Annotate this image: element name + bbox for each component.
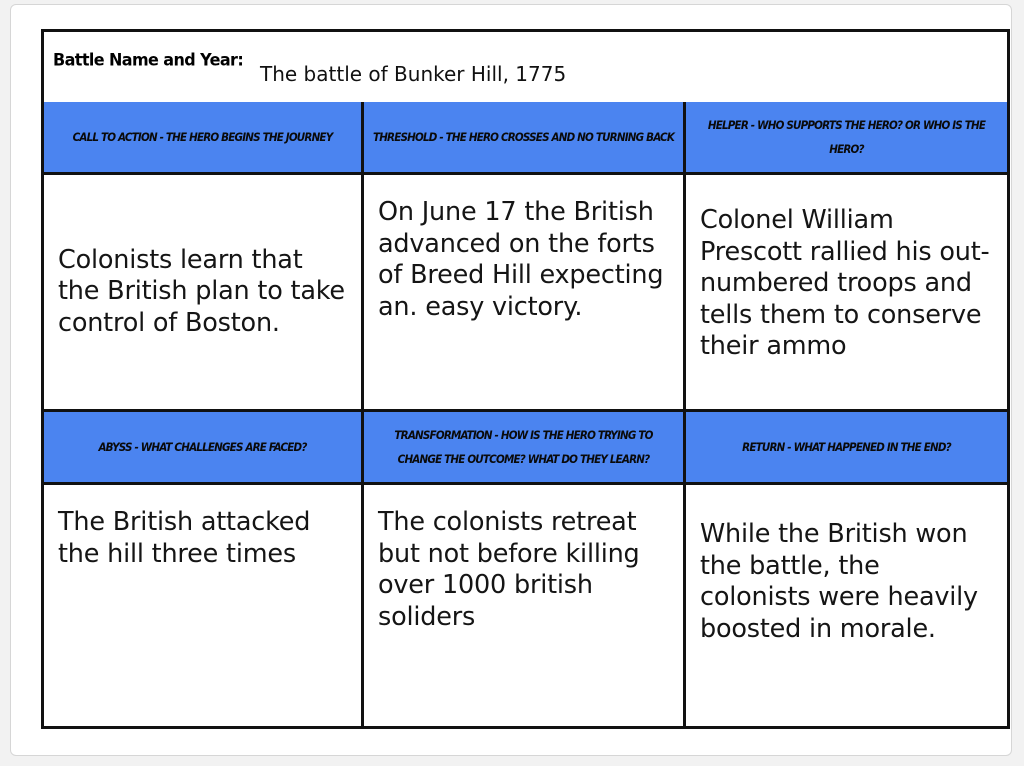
header-label: RETURN - WHAT HAPPENED IN THE END? xyxy=(742,440,951,454)
cell-call-to-action xyxy=(44,175,364,412)
header-label: TRANSFORMATION - HOW IS THE HERO TRYING TO CHANGE THE OUTCOME? WHAT DO THEY LEARN? xyxy=(394,428,653,466)
journey-grid xyxy=(44,102,1007,726)
cell-helper xyxy=(686,175,1007,412)
cell-return xyxy=(686,485,1007,726)
cell-abyss xyxy=(44,485,364,726)
cell-transformation xyxy=(364,485,686,726)
header-label: CALL TO ACTION - THE HERO BEGINS THE JOURNEY xyxy=(72,130,333,144)
header-label: THRESHOLD - THE HERO CROSSES AND NO TURNING BACK xyxy=(372,130,675,144)
cell-text: The British attacked the hill three times xyxy=(58,507,311,569)
cell-text: Colonel William Prescott rallied his out-numbered troops and tells them to conserve their ammo xyxy=(700,205,990,361)
header-threshold xyxy=(364,102,686,175)
page-frame xyxy=(10,4,1012,756)
title-row xyxy=(44,32,1007,105)
header-call-to-action xyxy=(44,102,364,175)
header-transformation xyxy=(364,412,686,485)
header-helper xyxy=(686,102,1007,175)
hero-journey-worksheet xyxy=(41,29,1010,729)
cell-text: On June 17 the British advanced on the forts of Breed Hill expecting an. easy victory. xyxy=(378,197,664,322)
cell-text: While the British won the battle, the colonists were heavily boosted in morale. xyxy=(700,519,978,644)
header-label: HELPER - WHO SUPPORTS THE HERO? OR WHO IS THE HERO? xyxy=(707,118,986,156)
cell-text: The colonists retreat but not before killing over 1000 british soliders xyxy=(378,507,640,632)
cell-threshold xyxy=(364,175,686,412)
header-return xyxy=(686,412,1007,485)
battle-name-label: Battle Name and Year: xyxy=(53,49,244,70)
header-label: ABYSS - WHAT CHALLENGES ARE FACED? xyxy=(98,440,307,454)
header-abyss xyxy=(44,412,364,485)
cell-text: Colonists learn that the British plan to take control of Boston. xyxy=(58,244,345,338)
battle-name-value: The battle of Bunker Hill, 1775 xyxy=(260,62,567,86)
